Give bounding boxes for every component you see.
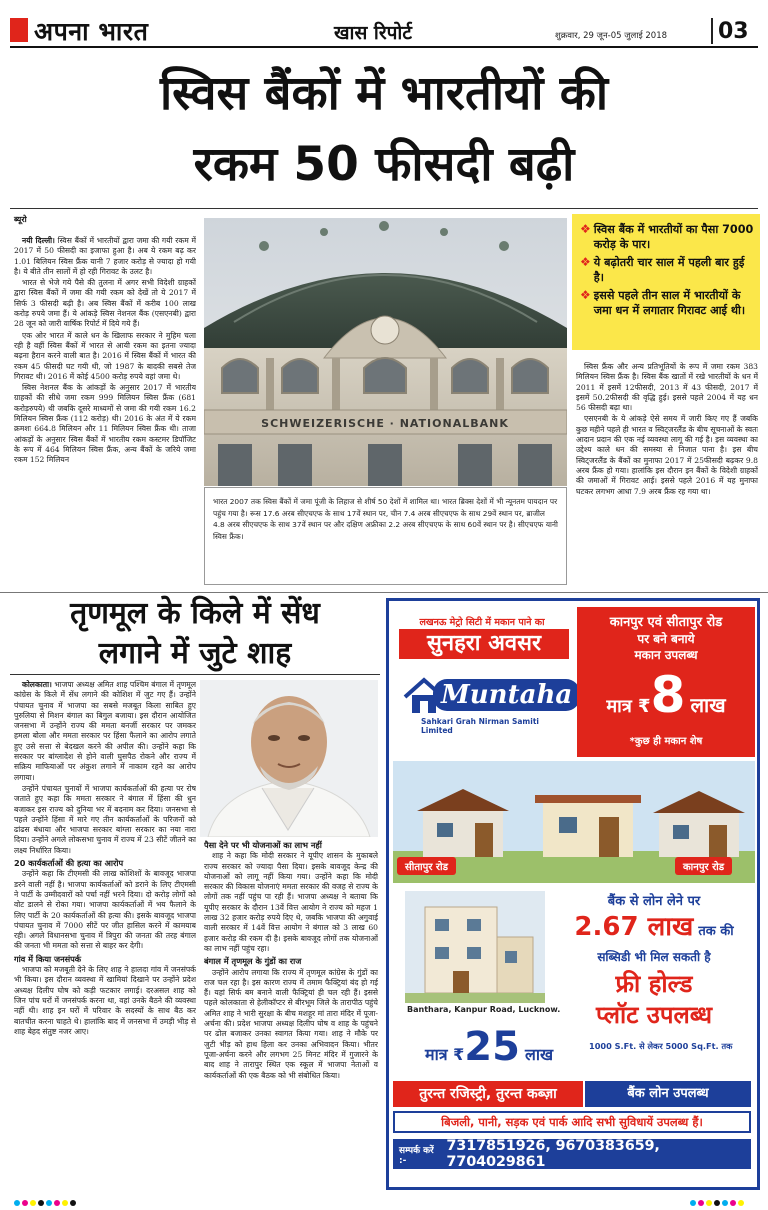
- contact-label: सम्पर्क करें :-: [399, 1145, 434, 1166]
- contact-bar: [393, 1139, 751, 1169]
- story2-paragraph: कोलकाता। भाजपा अध्यक्ष अमित शाह पश्चिम बंगाल में तृणमूल कांग्रेस के किले में सेंध लगाने की कोशिश में जुट गए हैं। उन्होंने पंचायत चुनाव में भाजपा का सबसे मजबूत किला साबित हुए पुरुलिया से मिशन बंगाल का बिगुल बजाया। इस दौरान आयोजित जनसभा में उन्होंने राज्य की ममता बनर्जी सरकार पर जमकर हमला बोला और ममता सरकार पर हिंसा फैलाने का आरोप लगाते हुए उसे सत्ता से बेदखल करने की अपील की। उन्होंने कहा कि सरकार पर बांग्लादेश से होने वाली घुसपैठ रोकने और राज्य में सक्रिय माफियाओं पर अंकुश लगाने में नाकाम रहने का आरोप लगाया।: [14, 680, 196, 782]
- company-name: Muntaha: [433, 679, 580, 711]
- highlight-item: ❖ स्विस बैंक में भारतीयों का पैसा 7000 करोड़ के पार।: [580, 222, 754, 251]
- highlight-item: ❖ ये बढ़ोतरी चार साल में पहली बार हुई है।: [580, 255, 745, 284]
- price-row: [577, 666, 755, 733]
- story1-headline: [0, 58, 768, 200]
- story2-paragraph: भाजपा को मजबूती देने के लिए शाह ने हालदा गांव में जनसंपर्क भी किया। इस दौरान व्यवस्था में खामियां दिखाने पर उन्होंने प्रदेश अध्यक्ष दिलीप घोष को कड़ी फटकार लगाई। दरअसल शाह को जिन पांच घरों में जनसंपर्क करना था, वहां उनके बैठने की व्यवस्था नहीं थी। शाह इन घरों में परिवार के सदस्यों के साथ बैठ कर बातचीत करना चाहते थे। हालांकि बाद में जनसभा में उमड़ी भीड़ से शाह बेहद संतुष्ट नजर आए।: [14, 965, 196, 1036]
- diamond-bullet-icon: ❖: [580, 222, 591, 236]
- location-tag-right: कानपुर रोड: [675, 857, 732, 875]
- story1-column-left: [14, 236, 196, 588]
- story2-headline: [10, 594, 380, 674]
- story2-headline-line1: तृणमूल के किले में सेंध: [70, 596, 320, 631]
- loan-line3: सब्सिडी भी मिल सकती है: [597, 950, 711, 964]
- houses-photo: [393, 761, 755, 883]
- loan-row: [551, 911, 757, 948]
- plot-location: Banthara, Kanpur Road, Lucknow.: [407, 1005, 561, 1014]
- price-note: *कुछ ही मकान शेष: [629, 736, 703, 747]
- plot-price-number: 25: [464, 1024, 520, 1070]
- masthead-divider: [711, 18, 713, 44]
- price-box: [577, 607, 755, 757]
- registration-marks-right: [690, 1200, 744, 1206]
- brand-logo: अपना भारत: [34, 17, 149, 46]
- story2-headline-line2: लगाने में जुटे शाह: [98, 636, 292, 671]
- story1-column-right: [576, 362, 758, 586]
- plot-price-prefix: मात्र ₹: [425, 1045, 465, 1064]
- masthead: [0, 0, 768, 48]
- story1-paragraph: नयी दिल्ली। स्विस बैंकों में भारतीयों द्वारा जमा की गयी रकम में 2017 में 50 फीसदी का इजाफा हुआ है। अब ये रकम बढ़ कर 1.01 बिलियन स्विस फ्रैंक यानी 7 हजार करोड़ से ज्यादा हो गयी है। ये बीते तीन सालों में हो रही गिरावट के उलट है।: [14, 236, 196, 276]
- section-divider: [0, 592, 768, 593]
- loan-line1: बैंक से लोन लेने पर: [607, 894, 701, 909]
- story2-paragraph: शाह ने कहा कि मोदी सरकार ने यूपीए शासन के मुकाबले राज्य सरकार को ज्यादा पैसा दिया। इसके बावजूद केन्द्र की योजनाओं को लागू नहीं किया गया। उन्होंने कहा कि मोदी सरकार की विकास योजनाएं ममता सरकार की वजह से राज्य के लोगों तक नहीं पहुंच पा रही हैं। भाजपा अध्यक्ष ने बताया कि यूपीए सरकार के दौरान 13वें वित्त आयोग ने राज्य को महज 1 लाख 32 हजार करोड़ रुपये दिए थे, जबकि भाजपा की अगुवाई वाली सरकार में 14वें वित्त आयोग ने बंगाल को 3 लाख 60 हजार करोड़ की रकम दी है। इसके बावजूद लोगों तक योजनाओं का लाभ नहीं पहुंच रहा।: [204, 851, 378, 953]
- story1-paragraph: स्विस फ्रैंक और अन्य प्रतिभूतियों के रूप में जमा रकम 383 मिलियन स्विस फ्रैंक है। स्विस बैंक खातों में रखे भारतीयों के धन में 2011 में इसमें 12फीसदी, 2013 में 43 फीसदी, 2017 में इसमें 50.2फीसदी की वृद्धि हुई। इससे पहले 2004 में यह धन 56 फीसदी बढ़ा था।: [576, 362, 758, 413]
- bank-building-illustration: [204, 218, 567, 486]
- issue-date: शुक्रवार, 29 जून-05 जुलाई 2018: [555, 31, 668, 41]
- politician-photo: [200, 680, 378, 837]
- story1-paragraph: भारत से भेजे गये पैसे की तुलना में अगर सभी विदेशी ग्राहकों द्वारा स्विस बैंकों में जमा की गयी रकम को देखें तो ये 2017 में सिर्फ 3 फीसदी बढ़ी है। अब स्विस बैंकों में करीब 100 लाख करोड़ रुपये जमा हैं। ये आंकड़े स्विस नेशनल बैंक (एसएनबी) द्वारा 28 जून को जारी वार्षिक रिपोर्ट में दिये गये हैं।: [14, 278, 196, 329]
- highlight-item: ❖ इससे पहले तीन साल में भारतीयों के जमा धन में लगातार गिरावट आई थी।: [580, 288, 746, 317]
- company-subtitle: Sahkari Grah Nirman Samiti Limited: [421, 717, 539, 735]
- ad-top-big: सुनहरा अवसर: [399, 629, 569, 659]
- plot-photo: [405, 891, 545, 1003]
- amenities-line: बिजली, पानी, सड़क एवं पार्क आदि सभी सुविधायें उपलब्ध हैं।: [393, 1111, 751, 1133]
- real-estate-ad: [386, 598, 760, 1190]
- company-logo: [403, 673, 573, 735]
- plot-price-suffix: लाख: [525, 1045, 554, 1064]
- masthead-red-bar: [10, 18, 28, 42]
- story1-headline-line1: स्विस बैंकों में भारतीयों की: [159, 66, 609, 121]
- photo-caption: [204, 487, 567, 585]
- loan-amount: 2.67 लाख: [574, 912, 694, 942]
- story2-headline-rule: [10, 674, 380, 675]
- ad-top-line: लखनऊ मेट्रो सिटी में मकान पाने का: [419, 617, 545, 628]
- diamond-bullet-icon: ❖: [580, 288, 591, 302]
- location-tag-left: सीतापुर रोड: [397, 857, 456, 875]
- freehold-line1: फ्री होल्ड: [615, 970, 693, 998]
- story2-paragraph: उन्होंने कहा कि टीएमसी की लाख कोशिशों के बावजूद भाजपा डरने वाली नहीं है। भाजपा कार्यकर्ताओं को डराने के लिए टीएमसी ने पार्टी के उम्मीदवारों को पर्चा नहीं भरने दिया। दो करोड़ लोगों को वोट डालने से रोका गया। भाजपा कार्यकर्ताओं में भय फैलाने के लिए पार्टी के 20 कार्यकर्ताओं की हत्या की। इसके बावजूद भाजपा पंचायत चुनाव में 7000 सीटें पर जीत हासिल करने में कामयाब रही। अगले विधानसभा चुनाव में त्रिपुरा की जनता की तरह बंगाल की जनता भी ममता को सत्ता से बाहर कर देगी।: [14, 869, 196, 951]
- story1-headline-line2: रकम 50 फीसदी बढ़ी: [193, 137, 575, 192]
- story2-subhead: पैसा देने पर भी योजनाओं का लाभ नहीं: [204, 840, 322, 850]
- story1-paragraph: एसएनबी के ये आंकड़े ऐसे समय में जारी किए गए हैं जबकि कुछ महीने पहले ही भारत व स्विट्जरलैंड के बीच सूचनाओं के स्वतः आदान प्रदान की एक नई व्यवस्था लागू की गई है। इस व्यवस्था का उद्देश्य काले धन की समस्या से निजात पाना है। इस बीच स्विट्जरलैंड के बैंकों का मुनाफा 2017 में 25फीसदी बढ़कर 9.8 अरब फ्रैंक हो गया। हालांकि इस दौरान इन बैंकों के विदेशी ग्राहकों की जमाओं में गिरावट आई। इससे पहले 2016 में यह मुनाफा घटकर लगभग आधा 7.9 अरब फ्रैंक रह गया था।: [576, 414, 758, 496]
- price-number: 8: [650, 666, 686, 724]
- section-title: खास रिपोर्ट: [334, 22, 412, 44]
- bank-photo: [204, 218, 567, 486]
- story2-column-right: [204, 840, 378, 1205]
- plot-building-illustration: [405, 891, 545, 1003]
- story2-paragraph: उन्होंने आरोप लगाया कि राज्य में तृणमूल कांग्रेस के गुंडों का राज चल रहा है। इस कारण राज्य में तमाम फैक्ट्रियां बंद हो गई हैं। यहां सिर्फ बम बनाने वाली फैक्ट्रियां ही चल रही हैं। इससे पहले कोलकाता से हेलीकॉप्टर से बीरभूम जिले के तारापीठ पहुंचे अमित शाह ने भारी सुरक्षा के बीच मशहूर मां तारा मंदिर में पूजा-अर्चना की। प्रदेश भाजपा अध्यक्ष दिलीप घोष व शाह के पहुंचने पर ढोल बजाकर उनका स्वागत किया गया। शाह ने मौके पर जुटी भीड़ को हाथ हिला कर उनका अभिवादन किया। भीतर पूजा-अर्चना करने और लगभग 25 मिनट मंदिर में गुजारने के बाद शाह ने तारापुर स्थित एक स्कूल में भाजपा नेताओं व कार्यकर्ताओं की एक बैठक को भी संबोधित किया।: [204, 967, 378, 1080]
- price-box-line2: पर बने बनाये: [637, 632, 695, 646]
- registration-marks-left: [14, 1200, 76, 1206]
- story2-subhead: 20 कार्यकर्ताओं की हत्या का आरोप: [14, 858, 124, 869]
- loan-line2: तक की: [698, 924, 734, 939]
- story1-paragraph: एक ओर भारत में काले धन के खिलाफ सरकार ने मुहिम चला रही है वहीं स्विस बैंकों में भारत से आयी रकम का इतना ज्यादा बढ़ना हैरान करने वाली बात है। 2016 में स्विस बैंकों में भारत की रकम 45 फीसदी घट गयी थी, जो 1987 के बादकी सबसे तेज गिरावट थी। 2016 में कोई 4500 करोड़ रुपये वहां जमा थे।: [14, 330, 196, 381]
- price-suffix: लाख: [690, 693, 726, 717]
- bank-loan-banner: बैंक लोन उपलब्ध: [585, 1081, 751, 1107]
- story1-paragraph: स्विस नेशनल बैंक के आंकड़ों के अनुसार 2017 में भारतीय ग्राहकों की सीधे जमा रकम 999 मिलियन स्विस फ्रैंक (681 करोड़रुपये) थी जबकि दूसरे माध्यमों से जमा की गयी रकम 16.2 मिलियन स्विस फ्रैंक (112 करोड़) थी। 2016 के अंत में ये रकम क्रमशः 664.8 मिलियन और 11 मिलियन स्विस फ्रैंक थी। ताजा आंकड़ों के अनुसार स्विस बैंकों में भारतीय रकम कस्टमर डिपॉजिट के रूप में 464 मिलियन स्विस फ्रैंक, अन्य बैंकों के जरिये जमा रकम 152 मिलियन: [14, 383, 196, 465]
- plot-size: 1000 S.Ft. से लेकर 5000 Sq.Ft. तक: [589, 1041, 733, 1051]
- loan-block: [551, 893, 757, 1030]
- page-number: 03: [718, 19, 749, 44]
- price-box-line3: मकान उपलब्ध: [634, 648, 698, 662]
- headline-underline: [10, 208, 758, 209]
- contact-numbers: 7317851926, 9670383659, 7704029861: [446, 1138, 660, 1170]
- story1-byline: ब्यूरो: [14, 215, 27, 224]
- masthead-rule: [10, 46, 758, 48]
- highlights-box: [572, 214, 760, 350]
- politician-portrait-illustration: [200, 680, 378, 837]
- registry-banner: तुरन्त रजिस्ट्री, तुरन्त कब्ज़ा: [393, 1081, 583, 1107]
- price-prefix: मात्र ₹: [606, 696, 651, 717]
- freehold-line2: प्लॉट उपलब्ध: [595, 1001, 713, 1029]
- story2-paragraph: उन्होंने पंचायत चुनावों में भाजपा कार्यकर्ताओं की हत्या पर रोष जताते हुए कहा कि ममता सरकार ने बंगाल में हिंसा की धुन बजाकर इस राज्य को दुनिया भर में बदनाम कर दिया। जनसभा से पहले उन्होंने हिंसा में मारे गए तीन कार्यकर्ताओं के परिजनों को ढांढस बंधाया और भाजपा सरकार बांग्ला सरकार का नया नारा दिया। उन्होंने अगले लोकसभा चुनाव में राज्य में 23 सीटें जीतने का लक्ष्य निर्धारित किया।: [14, 783, 196, 855]
- photo-caption-text: भारत 2007 तक स्विस बैंकों में जमा पूंजी के लिहाज से शीर्ष 50 देशों में शामिल था। भारत ब्रिक्स देशों में भी न्यूनतम पायदान पर पहुंच गया है। रूस 17.6 अरब सीएचएफ के साथ 17वें स्थान पर, चीन 7.4 अरब सीएचएफ के साथ 29वें स्थान पर, ब्राजील 4.8 अरब सीएचएफ के साथ 37वें स्थान पर और दक्षिण अफ्रीका 2.2 अरब सीएचएफ के साथ 60वें स्थान पर है। सीएचएफ यानी स्विस फ्रैंक।: [213, 497, 558, 541]
- diamond-bullet-icon: ❖: [580, 255, 591, 269]
- bank-sign-text: SCHWEIZERISCHE · NATIONALBANK: [261, 417, 509, 430]
- story2-subhead: बंगाल में तृणमूल के गुंडों का राज: [204, 956, 302, 967]
- story2-subhead: गांव में किया जनसंपर्क: [14, 953, 82, 964]
- price-box-line1: कानपुर एवं सीतापुर रोड: [609, 615, 723, 630]
- story2-column-left: [14, 680, 196, 1205]
